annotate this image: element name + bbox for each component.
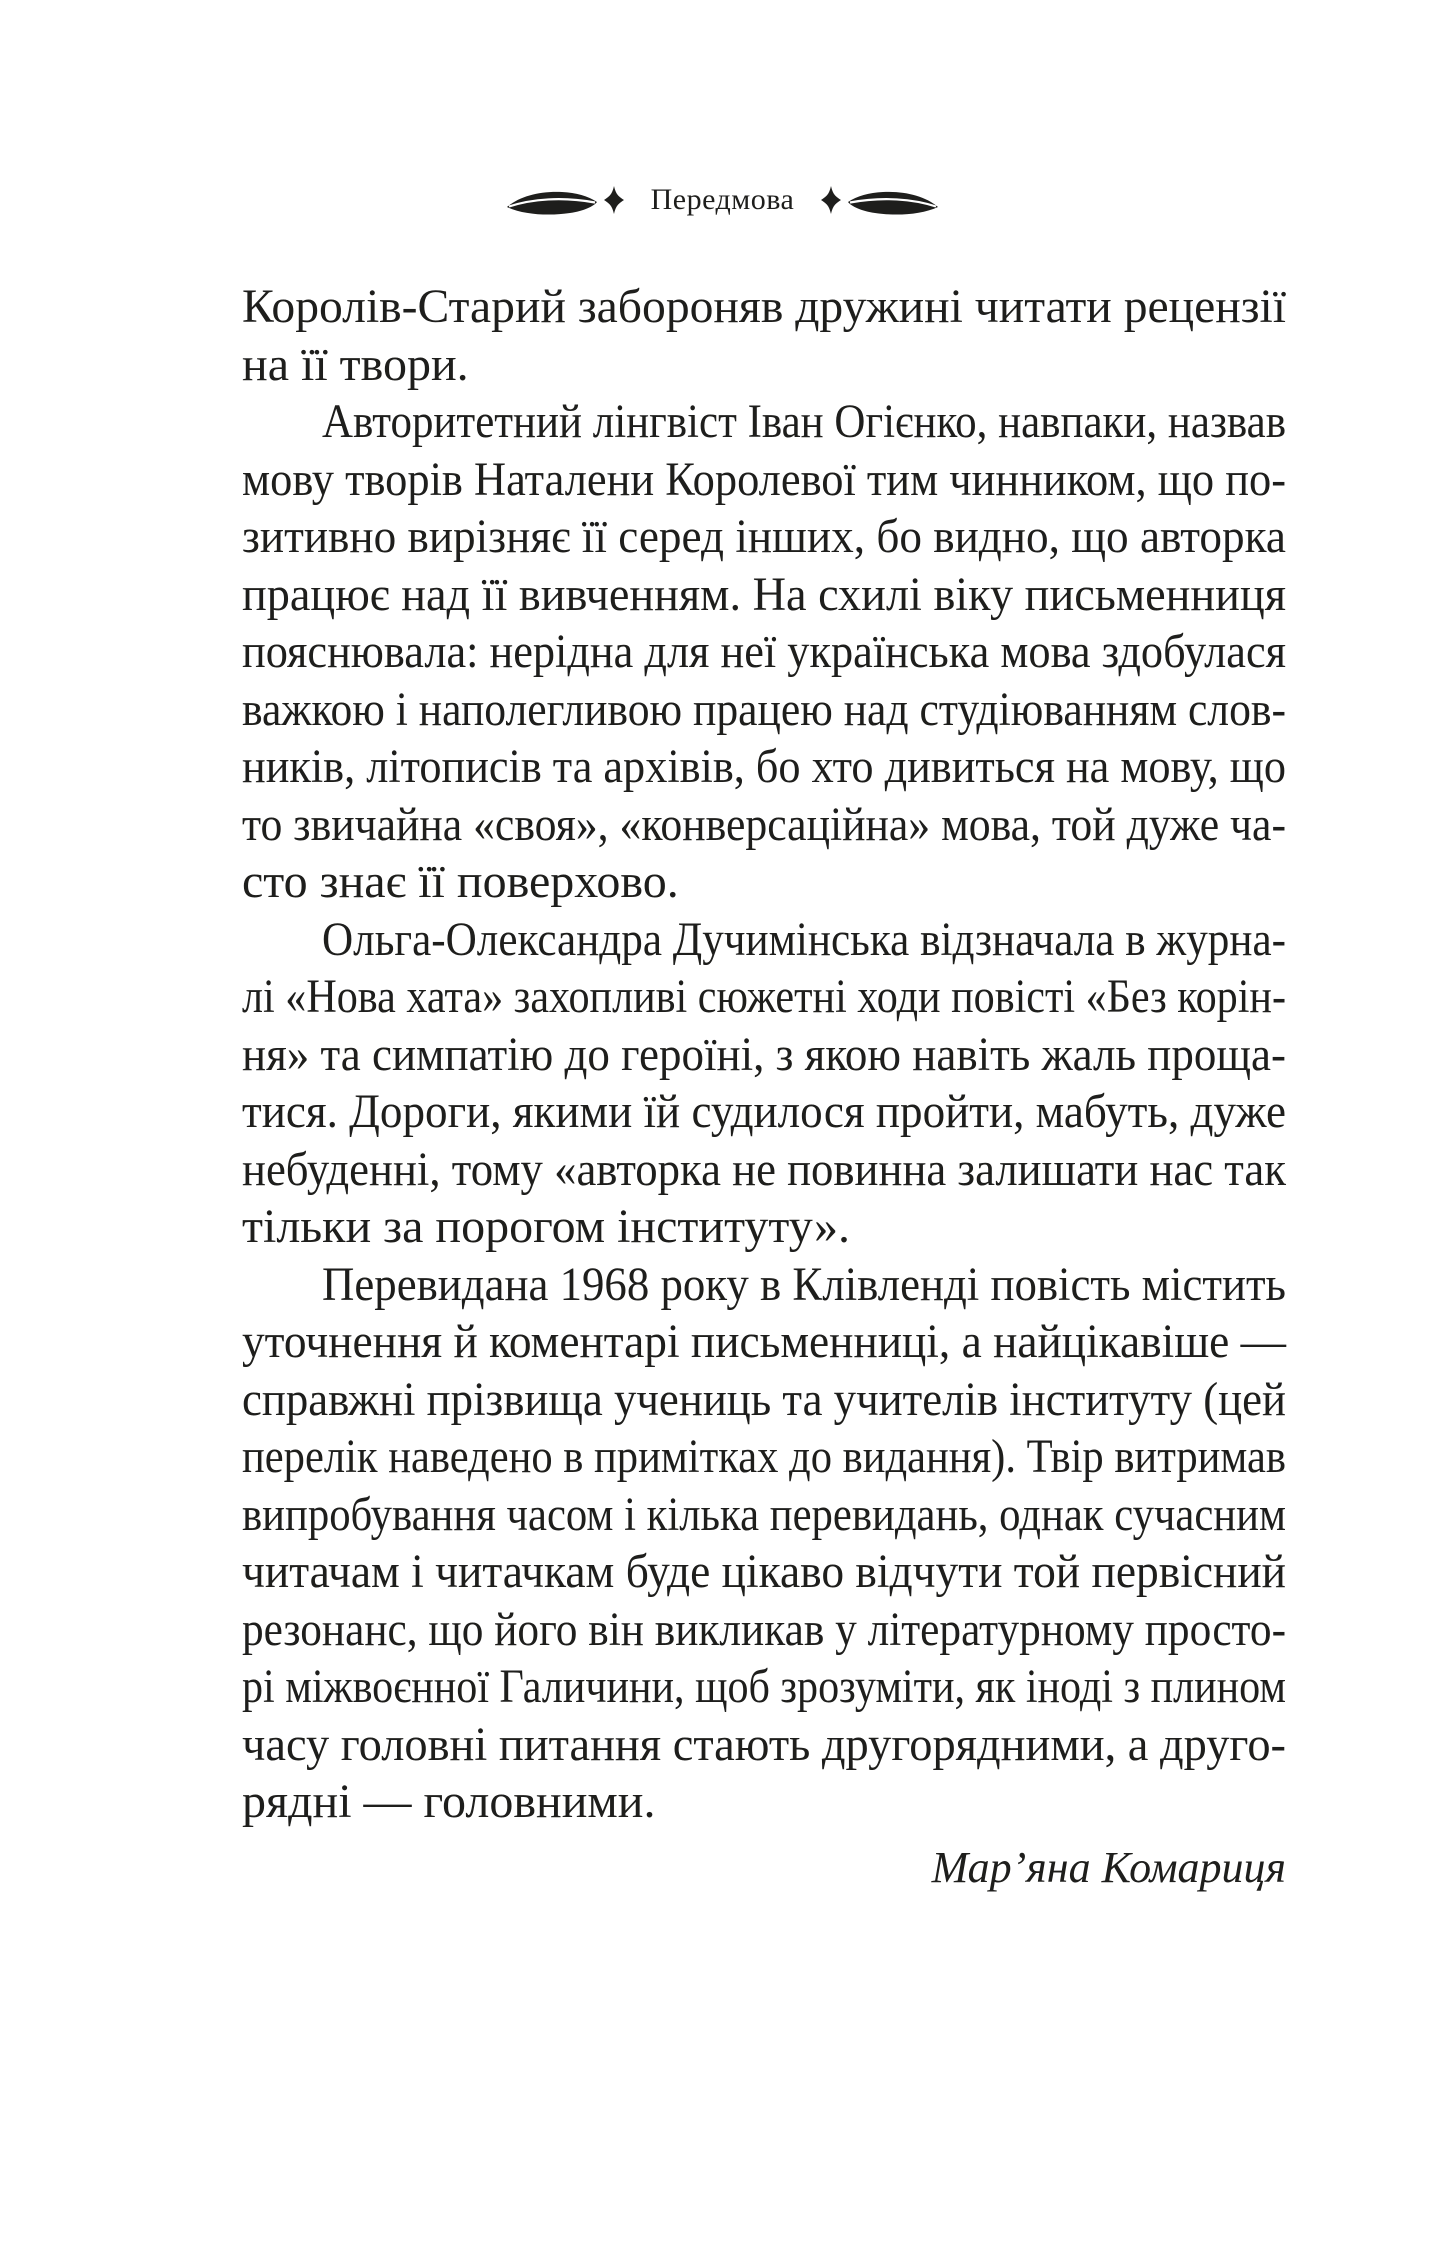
text-line xyxy=(242,1773,1286,1831)
text-line xyxy=(242,681,1286,739)
four-point-star-icon xyxy=(821,186,841,214)
text-line-content: рі міжвоєнної Галичини, щоб зрозуміти, як іноді з плином xyxy=(242,1660,1286,1713)
text-line xyxy=(242,336,1286,394)
text-line-content: зитивно вирізняє її серед інших, бо видно, що авторка xyxy=(242,510,1286,563)
text-line xyxy=(242,623,1286,681)
text-line xyxy=(242,1601,1286,1659)
chapter-title: Передмова xyxy=(650,183,795,216)
text-line-content: то звичайна «своя», «конверсаційна» мова, той дуже ча- xyxy=(242,797,1286,851)
text-line xyxy=(242,1716,1286,1774)
text-line xyxy=(242,1428,1286,1486)
text-line-content: резонанс, що його він викликав у літературному просто- xyxy=(242,1602,1286,1656)
text-line-content: Авторитетний лінгвіст Іван Огієнко, навпаки, назвав xyxy=(322,395,1286,448)
text-line-content: сто знає її поверхово. xyxy=(242,855,679,908)
text-line xyxy=(242,1256,1286,1314)
text-line-content: небуденні, тому «авторка не повинна залишати нас так xyxy=(242,1142,1286,1196)
text-line xyxy=(242,738,1286,796)
text-line xyxy=(242,1313,1286,1371)
text-line xyxy=(242,796,1286,854)
text-line-content: мову творів Наталени Королевої тим чинником, що по- xyxy=(242,452,1286,506)
text-line-content: важкою і наполегливою працею над студіюванням слов- xyxy=(242,682,1286,736)
text-line xyxy=(242,451,1286,509)
text-line-content: Ольга-Олександра Дучимінська відзначала в журна- xyxy=(322,912,1286,966)
text-line xyxy=(242,1141,1286,1199)
text-line-content: уточнення й коментарі письменниці, а найцікавіше — xyxy=(242,1315,1286,1368)
text-line-content: Королів-Старий забороняв дружині читати рецензії xyxy=(242,280,1286,333)
text-line xyxy=(242,393,1286,451)
text-line xyxy=(242,911,1286,969)
text-line xyxy=(242,1083,1286,1141)
text-line xyxy=(242,566,1286,624)
text-line xyxy=(242,1198,1286,1256)
text-line xyxy=(242,853,1286,911)
text-line xyxy=(242,1486,1286,1544)
text-line-content: перелік наведено в примітках до видання). Твір витримав xyxy=(242,1430,1286,1483)
author-signature: Мар’яна Комариця xyxy=(931,1842,1286,1892)
text-line-content: Перевидана 1968 року в Клівленді повість містить xyxy=(322,1257,1286,1311)
four-point-star-icon xyxy=(604,186,624,214)
text-line-content: тися. Дороги, якими їй судилося пройти, мабуть, дуже xyxy=(242,1085,1286,1138)
text-block xyxy=(242,278,1286,1896)
leaf-ornament-right-icon xyxy=(847,190,939,216)
text-line xyxy=(242,968,1286,1026)
text-line-content: ня» та симпатію до героїні, з якою навіть жаль проща- xyxy=(242,1027,1286,1081)
text-line-content: лі «Нова хата» захопливі сюжетні ходи повісті «Без корін- xyxy=(242,970,1286,1023)
text-line-content: тільки за порогом інституту». xyxy=(242,1200,850,1253)
text-line-content: часу головні питання стають другорядними, а друго- xyxy=(242,1717,1286,1771)
text-line-content: пояснювала: нерідна для неї українська мова здобулася xyxy=(242,625,1286,678)
text-line xyxy=(242,1371,1286,1429)
text-line xyxy=(242,1026,1286,1084)
text-line-content: справжні прізвища учениць та учителів інституту (цей xyxy=(242,1372,1286,1426)
leaf-ornament-left-icon xyxy=(506,190,598,216)
text-line-content: на її твори. xyxy=(242,337,469,391)
text-line xyxy=(242,1543,1286,1601)
text-line xyxy=(242,278,1286,336)
text-line-content: читачам і читачкам буде цікаво відчути той первісний xyxy=(242,1545,1286,1598)
text-line-content: працює над її вивченням. На схилі віку письменниця xyxy=(242,567,1286,621)
text-line-content: рядні — головними. xyxy=(242,1775,656,1828)
chapter-header xyxy=(0,178,1445,222)
text-line-content: випробування часом і кілька перевидань, однак сучасним xyxy=(242,1487,1286,1541)
text-line xyxy=(242,508,1286,566)
text-line-content: ників, літописів та архівів, бо хто дивиться на мову, що xyxy=(242,740,1286,793)
text-line xyxy=(242,1658,1286,1716)
